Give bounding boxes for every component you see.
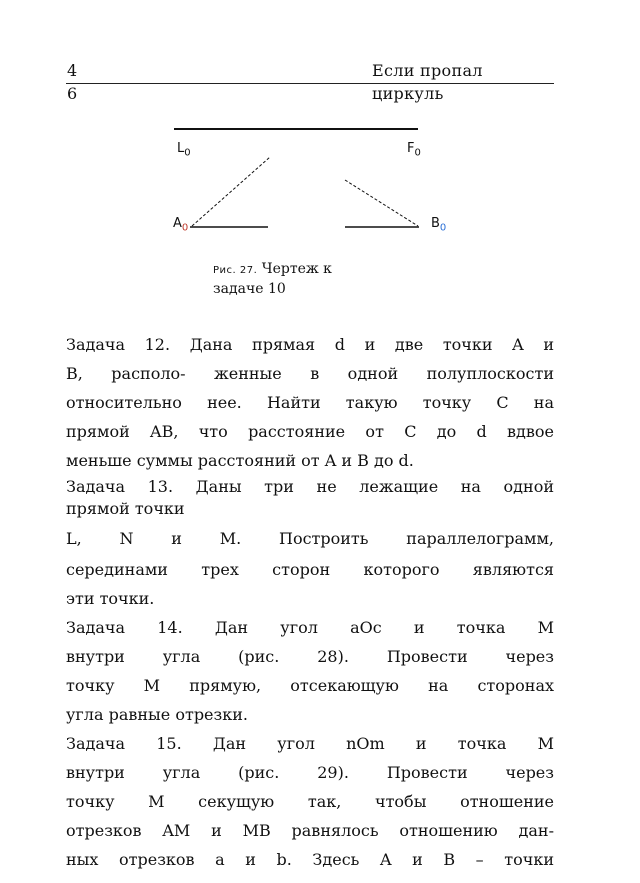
problem-15-line-1: Задача 15. Дан угол nOm и точка M xyxy=(66,734,554,753)
problem-13-line-2: прямой точки xyxy=(66,499,185,518)
problem-13-line-5: эти точки. xyxy=(66,589,155,608)
dashed-line-left xyxy=(192,157,270,226)
page-number-bottom: 6 xyxy=(67,84,78,103)
problem-13-line-1: Задача 13. Даны три не лежащие на одной xyxy=(66,477,554,496)
running-title-line1: Если пропал xyxy=(372,61,483,80)
problem-14-line-2: внутри угла (рис. 28). Провести через xyxy=(66,647,554,666)
problem-12-line-2: B, располо- женные в одной полуплоскости xyxy=(66,364,554,383)
header-rule xyxy=(66,83,554,84)
problem-14-line-4: угла равные отрезки. xyxy=(66,705,248,724)
problem-12-line-5: меньше суммы расстояний от A и B до d. xyxy=(66,451,414,470)
problem-13-line-3: L, N и M. Построить параллелограмм, xyxy=(66,529,554,548)
label-A0: $A_0$ xyxy=(173,216,189,234)
label-F0: $F_0$ xyxy=(407,141,421,159)
page-number-top: 4 xyxy=(67,61,78,80)
problem-15-line-2: внутри угла (рис. 29). Провести через xyxy=(66,763,554,782)
problem-12-line-4: прямой AB, что расстояние от C до d вдвое xyxy=(66,422,554,441)
problem-13-line-4: серединами трех сторон которого являются xyxy=(66,560,554,579)
problem-12-line-1: Задача 12. Дана прямая d и две точки A и xyxy=(66,335,554,354)
problem-15-line-4: отрезков AM и MB равнялось отношению дан- xyxy=(66,821,554,840)
label-B0: $B_0$ xyxy=(431,216,447,234)
dashed-line-right xyxy=(345,180,418,226)
running-title-line2: циркуль xyxy=(372,84,444,103)
problem-14-line-1: Задача 14. Дан угол aOc и точка M xyxy=(66,618,554,637)
caption-text-line1: Чертеж к xyxy=(261,261,332,277)
page-header xyxy=(66,63,554,107)
body-text xyxy=(66,330,554,874)
problem-14-line-3: точку M прямую, отсекающую на сторонах xyxy=(66,676,554,695)
figure-27 xyxy=(165,120,465,240)
problem-15-line-5: ных отрезков a и b. Здесь A и B – точки xyxy=(66,850,554,869)
problem-12-line-3: относительно нее. Найти такую точку C на xyxy=(66,393,554,412)
caption-text-line2: задаче 10 xyxy=(213,281,286,297)
label-L0: $L_0$ xyxy=(177,141,191,159)
figure-caption xyxy=(213,260,373,298)
figure-27-drawing xyxy=(165,120,465,240)
caption-prefix: Рис. 27. xyxy=(213,265,258,276)
problem-15-line-3: точку M секущую так, чтобы отношение xyxy=(66,792,554,811)
